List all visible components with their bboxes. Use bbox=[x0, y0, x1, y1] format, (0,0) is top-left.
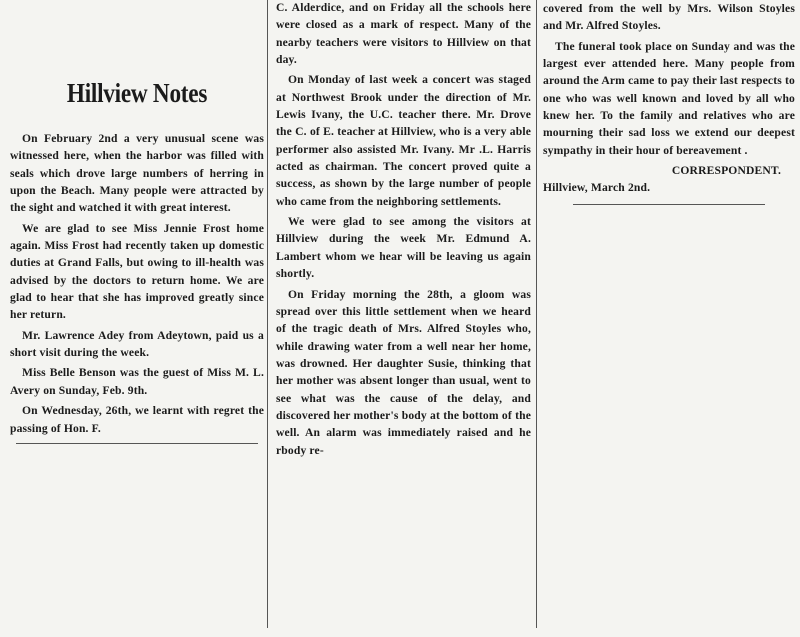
signature: CORRESPONDENT. bbox=[671, 164, 781, 178]
dateline: Hillview, March 2nd. bbox=[543, 181, 651, 195]
column-rule-right bbox=[536, 0, 537, 628]
paragraph: On Friday morning the 28th, a gloom was spread over this little settlement when we heard of the tragic death of Mrs. Alfred Stoyles who, while drawing water from a well near her home, was drowned. Her daughter Susie, thinking that her mother was absent longer than usual, went to see what was the cause of the delay, and discovered her mother's body at the bottom of the well. An alarm was immediately raised and he rbody re- bbox=[276, 287, 531, 457]
paragraph-continued: C. Alderdice, and on Friday all the schools here were closed as a mark of respect. Many of the nearby teachers were visitors to Hillview on that day. bbox=[276, 1, 531, 67]
paragraph: We are glad to see Miss Jennie Frost home again. Miss Frost had recently taken up domestic duties at Grand Falls, but owing to ill-health was advised by the doctors to return home. We are glad to hear that she has improved greatly since her return. bbox=[10, 221, 264, 322]
column-2 bbox=[276, 0, 531, 637]
paragraph: Mr. Lawrence Adey from Adeytown, paid us a short visit during the week. bbox=[10, 328, 264, 360]
paragraph: On February 2nd a very unusual scene was witnessed here, when the harbor was filled with seals which drove large numbers of herring in upon the Beach. Many people were attracted by the sight and watched it with great interest. bbox=[10, 132, 264, 215]
paragraph-continued: covered from the well by Mrs. Wilson Stoyles and Mr. Alfred Stoyles. bbox=[543, 2, 795, 33]
article-title: Hillview Notes bbox=[66, 78, 208, 108]
column-1 bbox=[10, 0, 264, 637]
paragraph: Miss Belle Benson was the guest of Miss M. L. Avery on Sunday, Feb. 9th. bbox=[10, 366, 264, 397]
paragraph: The funeral took place on Sunday and was the largest ever attended here. Many people from around the Arm came to pay their last respects to one who was well known and loved by all who knew her. To the family and relatives who are mourning their sad loss we extend our deepest sympathy in their hour of bereavement . bbox=[543, 39, 795, 157]
paragraph: On Wednesday, 26th, we learnt with regret the passing of Hon. F. bbox=[10, 404, 264, 435]
article-end-rule bbox=[573, 204, 765, 205]
column-3 bbox=[543, 0, 795, 637]
column-rule-left bbox=[267, 0, 268, 628]
paragraph: On Monday of last week a concert was staged at Northwest Brook under the direction of Mr. Lewis Ivany, the U.C. teacher there. Mr. Drove the C. of E. teacher at Hillview, who is a very able performer also assisted Mr. Ivany. Mr .L. Harris acted as chairman. The concert proved quite a success, as shown by the large number of people who came from the neighboring settlements. bbox=[276, 73, 531, 208]
column-end-rule bbox=[16, 443, 258, 444]
paragraph: We were glad to see among the visitors at Hillview during the week Mr. Edmund A. Lambert whom we hear will be leaving us again shortly. bbox=[276, 215, 531, 281]
